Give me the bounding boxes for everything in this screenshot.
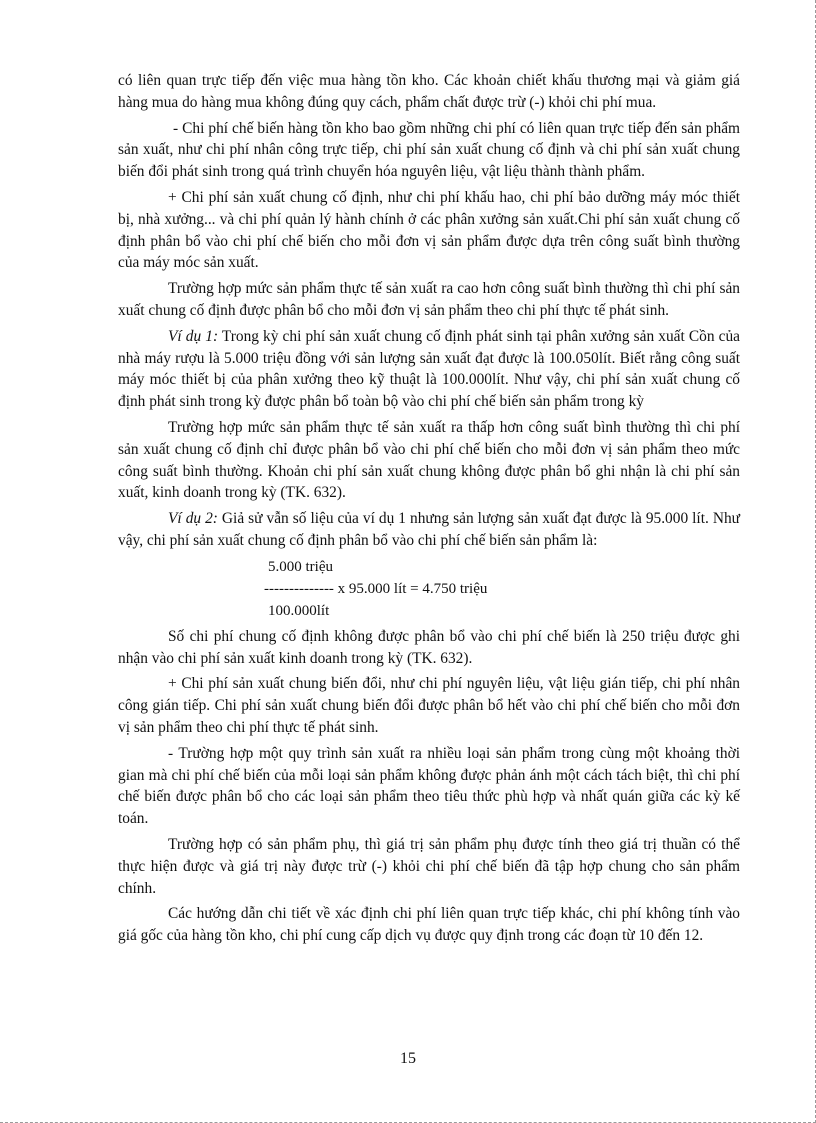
example-2-text: Giả sử vẫn số liệu của ví dụ 1 nhưng sản lượng sản xuất đạt được là 95.000 lít. Như vậy, chi phí sản xuất chung cố định phân bổ vào chi phí chế biến sản phẩm là: xyxy=(118,510,740,549)
formula-numerator: 5.000 triệu xyxy=(268,558,333,575)
paragraph-9: + Chi phí sản xuất chung biến đổi, như chi phí nguyên liệu, vật liệu gián tiếp, chi phí nhân công gián tiếp. Chi phí sản xuất chung biến đổi được phân bổ hết vào chi phí chế biến cho mỗi đơn vị sản phẩm theo chi phí thực tế phát sinh. xyxy=(118,675,740,736)
allocation-formula xyxy=(118,556,740,622)
example-1-label: Ví dụ 1: xyxy=(168,327,219,345)
paragraph-12: Các hướng dẫn chi tiết về xác định chi phí liên quan trực tiếp khác, chi phí không tính vào giá gốc của hàng tồn kho, chi phí cung cấp dịch vụ được quy định trong các đoạn từ 10 đến 12. xyxy=(118,905,740,945)
paragraph-3: + Chi phí sản xuất chung cố định, như chi phí khấu hao, chi phí bảo dưỡng máy móc thiết bị, nhà xưởng... và chi phí quản lý hành chính ở các phân xưởng sản xuất.Chi phí sản xuất chung cố định phân bổ vào chi phí chế biến cho mỗi đơn vị sản phẩm được dựa trên công suất bình thường của máy móc sản xuất. xyxy=(118,188,740,272)
paragraph-10: - Trường hợp một quy trình sản xuất ra nhiều loại sản phẩm trong cùng một khoảng thời gian mà chi phí chế biến của mỗi loại sản phẩm không được phản ánh một cách tách biệt, thì chi phí chế biến được phân bổ cho các loại sản phẩm theo tiêu thức phù hợp và nhất quán giữa các kỳ kế toán. xyxy=(118,744,740,828)
paragraph-6: Trường hợp mức sản phẩm thực tế sản xuất ra thấp hơn công suất bình thường thì chi phí sản xuất chung cố định chỉ được phân bổ vào chi phí chế biến cho mỗi đơn vị sản phẩm theo mức công suất bình thường. Khoản chi phí sản xuất chung không được phân bổ ghi nhận là chi phí sản xuất, kinh doanh trong kỳ (TK. 632). xyxy=(118,418,740,502)
formula-fraction-line: -------------- x 95.000 lít = 4.750 triệu xyxy=(264,580,488,597)
paragraph-8: Số chi phí chung cố định không được phân bổ vào chi phí chế biến là 250 triệu được ghi nhận vào chi phí sản xuất kinh doanh trong kỳ (TK. 632). xyxy=(118,627,740,667)
paragraph-11: Trường hợp có sản phẩm phụ, thì giá trị sản phẩm phụ được tính theo giá trị thuần có thể thực hiện được và giá trị này được trừ (-) khỏi chi phí chế biến đã tập hợp chung cho sản phẩm chính. xyxy=(118,835,740,897)
page-number: 15 xyxy=(400,1050,416,1067)
example-1-text: Trong kỳ chi phí sản xuất chung cố định phát sinh tại phân xưởng sản xuất Cồn của nhà máy rượu là 5.000 triệu đồng với sản lượng sản xuất đạt được là 100.050lít. Biết rằng công suất máy móc thiết bị của phân xưởng theo kỹ thuật là 100.000lít. Như vậy, chi phí sản xuất chung cố định phát sinh trong kỳ được phân bổ toàn bộ vào chi phí chế biến sản phẩm trong kỳ xyxy=(118,327,740,411)
paragraph-4: Trường hợp mức sản phẩm thực tế sản xuất ra cao hơn công suất bình thường thì chi phí sản xuất chung cố định được phân bổ cho mỗi đơn vị sản phẩm theo chi phí thực tế phát sinh. xyxy=(118,280,740,319)
paragraph-example-2 xyxy=(118,508,740,552)
example-2-label: Ví dụ 2: xyxy=(168,510,218,528)
formula-denominator: 100.000lít xyxy=(268,602,330,619)
page-body xyxy=(118,70,740,951)
paragraph-1: có liên quan trực tiếp đến việc mua hàng tồn kho. Các khoản chiết khấu thương mại và giảm giá hàng mua do hàng mua không đúng quy cách, phẩm chất được trừ (-) khỏi chi phí mua. xyxy=(118,72,740,111)
paragraph-example-1 xyxy=(118,326,740,413)
paragraph-2: - Chi phí chế biến hàng tồn kho bao gồm những chi phí có liên quan trực tiếp đến sản phẩm sản xuất, như chi phí nhân công trực tiếp, chi phí sản xuất chung cố định và chi phí sản xuất chung biến đổi phát sinh trong quá trình chuyển hóa nguyên liệu, vật liệu thành thành phẩm. xyxy=(118,119,740,181)
